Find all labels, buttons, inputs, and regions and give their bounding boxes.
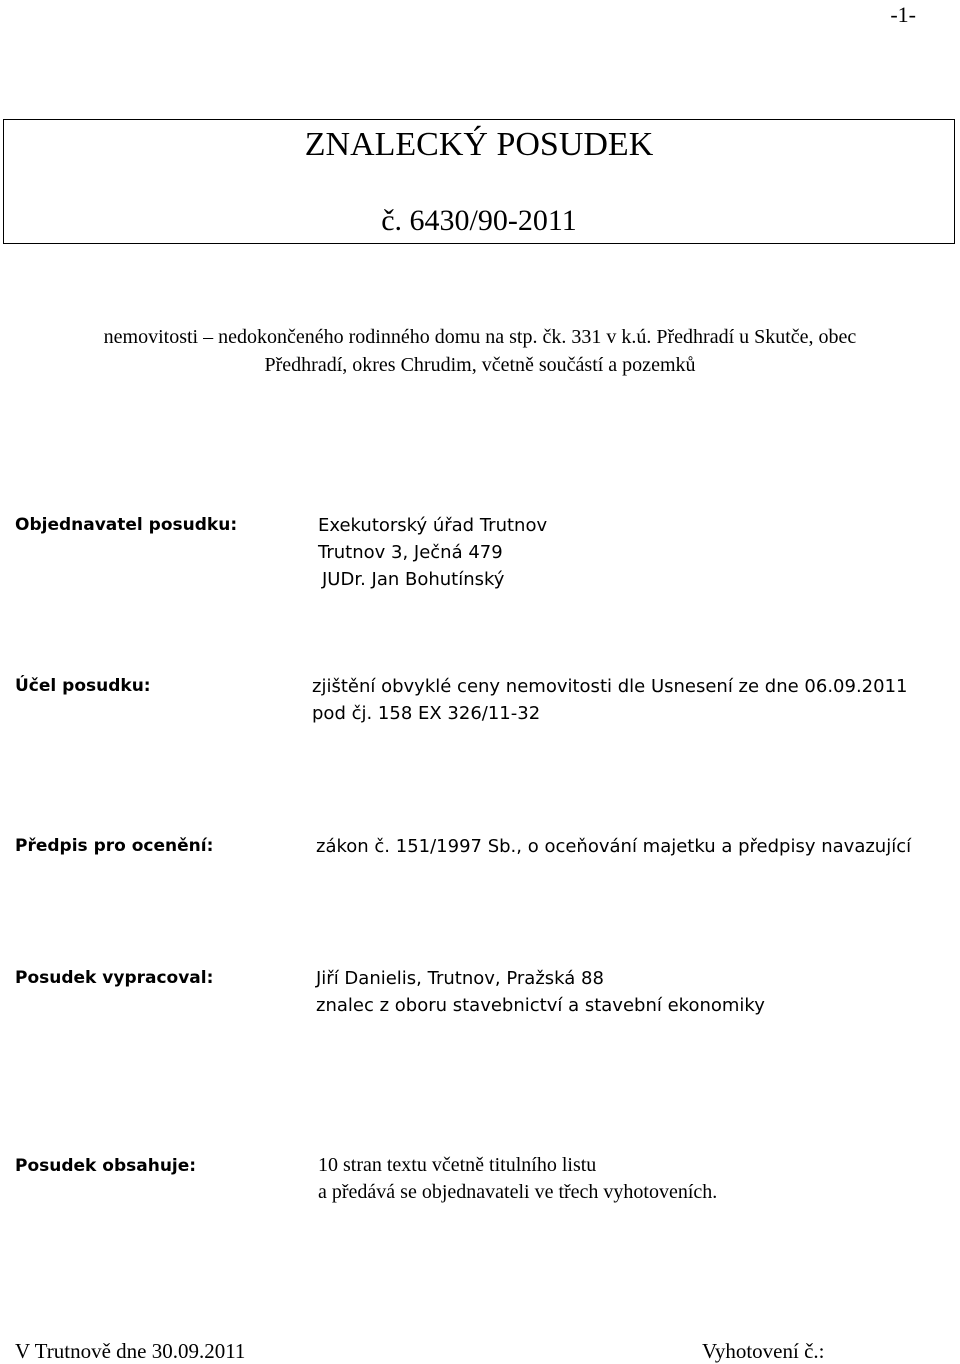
author-name: Jiří Danielis, Trutnov, Pražská 88 xyxy=(316,968,604,989)
subject-line-1: nemovitosti – nedokončeného rodinného domu na stp. čk. 331 v k.ú. Předhradí u Skutče, obec xyxy=(103,326,857,348)
client-address: Trutnov 3, Ječná 479 xyxy=(318,542,503,563)
purpose-line-1: zjištění obvyklé ceny nemovitosti dle Usnesení ze dne 06.09.2011 xyxy=(312,676,908,697)
subject-line-2: Předhradí, okres Chrudim, včetně součástí a pozemků xyxy=(264,354,696,376)
client-person: JUDr. Jan Bohutínský xyxy=(322,569,505,590)
document-title: ZNALECKÝ POSUDEK xyxy=(304,126,654,163)
purpose-line-2: pod čj. 158 EX 326/11-32 xyxy=(312,703,541,724)
regulation-value: zákon č. 151/1997 Sb., o oceňování majetku a předpisy navazující xyxy=(316,836,912,857)
regulation-label: Předpis pro ocenění: xyxy=(15,836,214,856)
author-qualification: znalec z oboru stavebnictví a stavební ekonomiky xyxy=(316,995,765,1016)
purpose-label: Účel posudku: xyxy=(15,676,151,696)
place-date: V Trutnově dne 30.09.2011 xyxy=(15,1339,246,1363)
contents-line-1: 10 stran textu včetně titulního listu xyxy=(318,1154,597,1176)
contents-label: Posudek obsahuje: xyxy=(15,1156,197,1176)
author-label: Posudek vypracoval: xyxy=(15,968,214,988)
contents-line-2: a předává se objednavateli ve třech vyhotoveních. xyxy=(318,1181,718,1203)
title-box xyxy=(3,119,955,244)
copy-number-label: Vyhotovení č.: xyxy=(702,1339,825,1363)
page-number: -1- xyxy=(890,2,916,27)
client-label: Objednavatel posudku: xyxy=(15,515,238,535)
document-number: č. 6430/90-2011 xyxy=(381,204,577,237)
client-name: Exekutorský úřad Trutnov xyxy=(318,515,548,536)
